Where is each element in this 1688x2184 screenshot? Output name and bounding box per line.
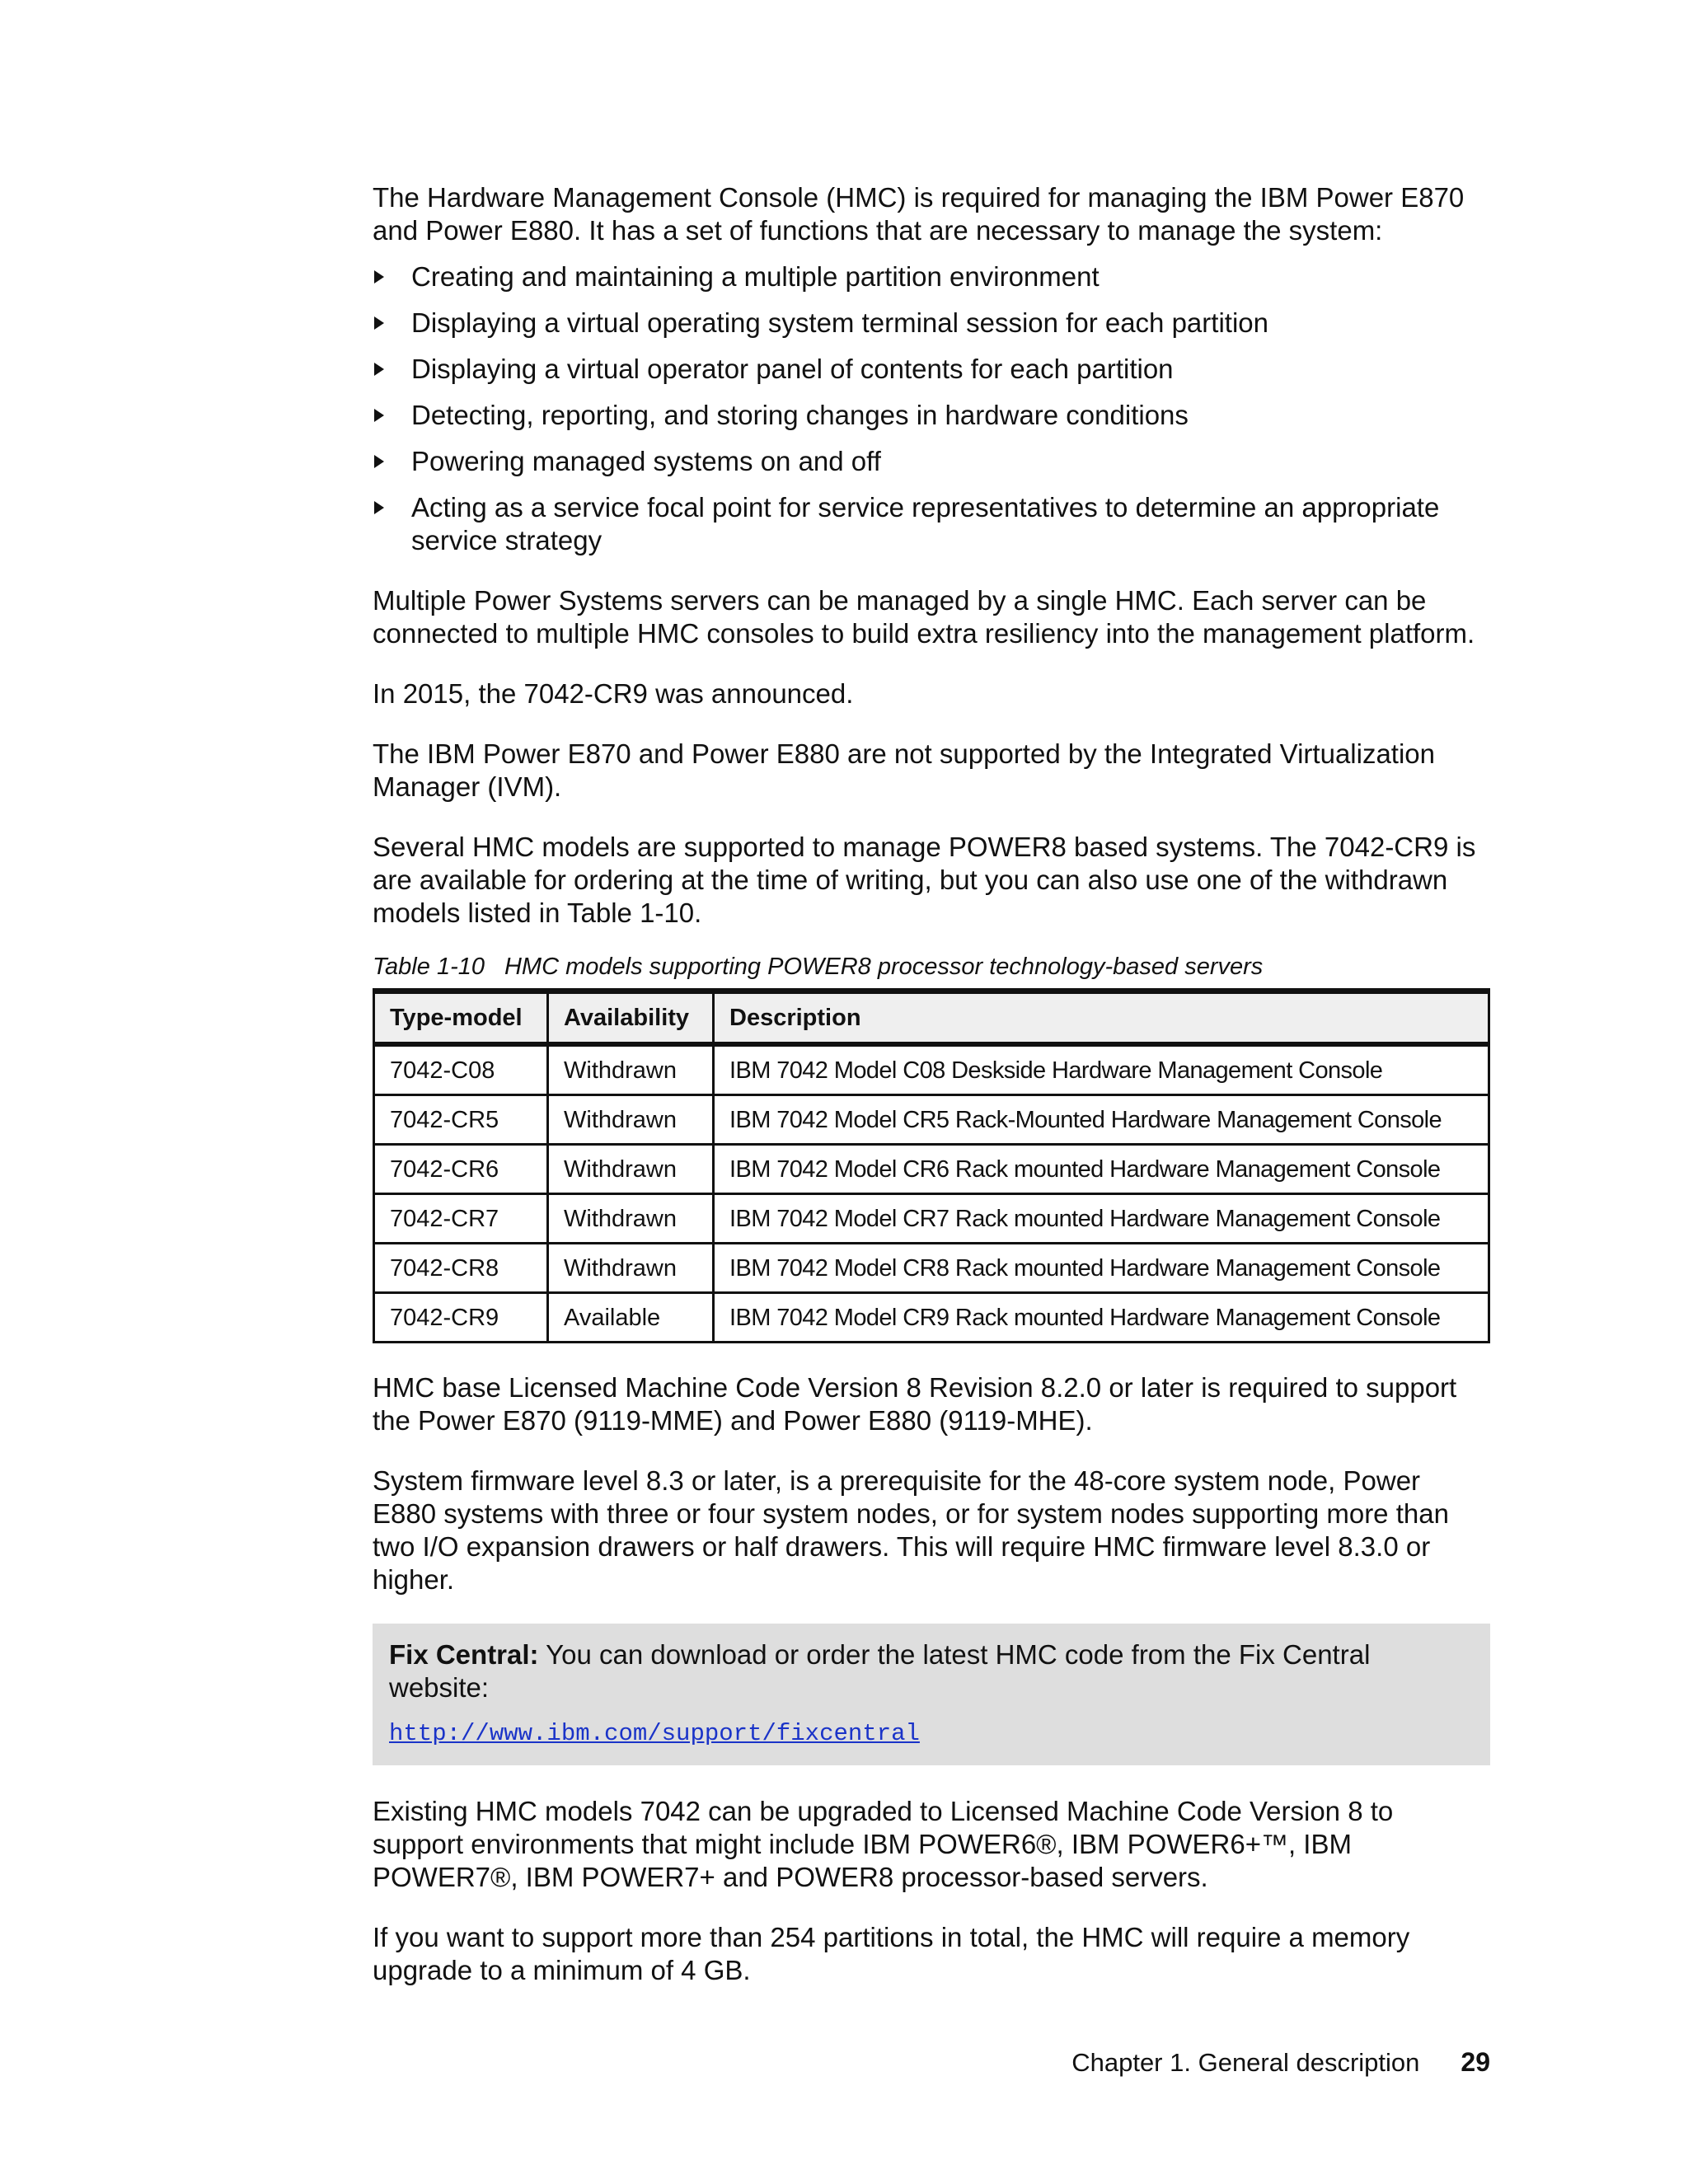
table-caption-number: Table 1-10 bbox=[373, 954, 485, 980]
hmc-models-table bbox=[373, 988, 1490, 1343]
table-header-row bbox=[374, 991, 1489, 1045]
page-number: 29 bbox=[1461, 2047, 1490, 2077]
table-caption-title: HMC models supporting POWER8 processor technology-based servers bbox=[504, 954, 1264, 980]
cell-type-model: 7042-CR7 bbox=[374, 1194, 548, 1244]
bullet-triangle-icon bbox=[374, 270, 384, 284]
column-header-description: Description bbox=[714, 991, 1489, 1045]
cell-availability: Withdrawn bbox=[548, 1244, 714, 1293]
page-content bbox=[373, 181, 1490, 2014]
cell-description: IBM 7042 Model CR8 Rack mounted Hardware Management Console bbox=[714, 1244, 1489, 1293]
cell-type-model: 7042-CR8 bbox=[374, 1244, 548, 1293]
function-list bbox=[373, 260, 1490, 557]
list-item: Powering managed systems on and off bbox=[373, 445, 1490, 478]
column-header-availability: Availability bbox=[548, 991, 714, 1045]
list-item: Creating and maintaining a multiple partition environment bbox=[373, 260, 1490, 293]
paragraph-announcement: In 2015, the 7042-CR9 was announced. bbox=[373, 678, 854, 709]
table-caption bbox=[373, 952, 1490, 982]
bullet-triangle-icon bbox=[374, 501, 384, 514]
list-item: Acting as a service focal point for service representatives to determine an appropriate service strategy bbox=[373, 491, 1490, 557]
cell-type-model: 7042-CR5 bbox=[374, 1095, 548, 1145]
cell-description: IBM 7042 Model CR6 Rack mounted Hardware Management Console bbox=[714, 1145, 1489, 1194]
cell-description: IBM 7042 Model CR5 Rack-Mounted Hardware Management Console bbox=[714, 1095, 1489, 1145]
cell-type-model: 7042-CR6 bbox=[374, 1145, 548, 1194]
fix-central-label: Fix Central: bbox=[389, 1639, 539, 1670]
list-item: Displaying a virtual operating system terminal session for each partition bbox=[373, 307, 1490, 340]
table-row bbox=[374, 1145, 1489, 1194]
bullet-triangle-icon bbox=[374, 316, 384, 330]
page-footer bbox=[1071, 2047, 1490, 2078]
cell-availability: Available bbox=[548, 1293, 714, 1343]
paragraph-ivm: The IBM Power E870 and Power E880 are not supported by the Integrated Virtualization Manager (IVM). bbox=[373, 738, 1436, 802]
paragraph-multiple-servers: Multiple Power Systems servers can be managed by a single HMC. Each server can be connected to multiple HMC consoles to build extra resiliency into the management platform. bbox=[373, 585, 1475, 649]
list-item: Displaying a virtual operator panel of contents for each partition bbox=[373, 353, 1490, 386]
table-row bbox=[374, 1095, 1489, 1145]
bullet-triangle-icon bbox=[374, 363, 384, 376]
cell-type-model: 7042-C08 bbox=[374, 1044, 548, 1095]
paragraph-memory: If you want to support more than 254 partitions in total, the HMC will require a memory upgrade to a minimum of 4 GB. bbox=[373, 1922, 1410, 1985]
fix-central-note bbox=[373, 1624, 1490, 1765]
paragraph-upgrade: Existing HMC models 7042 can be upgraded to Licensed Machine Code Version 8 to support environments that might include IBM POWER6®, IBM POWER6+™, IBM POWER7®, IBM POWER7+ and POWER8 processor-based servers. bbox=[373, 1796, 1394, 1892]
cell-availability: Withdrawn bbox=[548, 1194, 714, 1244]
cell-type-model: 7042-CR9 bbox=[374, 1293, 548, 1343]
intro-paragraph: The Hardware Management Console (HMC) is required for managing the IBM Power E870 and Power E880. It has a set of functions that are necessary to manage the system: bbox=[373, 182, 1465, 246]
cell-availability: Withdrawn bbox=[548, 1145, 714, 1194]
paragraph-licensed-code: HMC base Licensed Machine Code Version 8 Revision 8.2.0 or later is required to support the Power E870 (9119-MME) and Power E880 (9119-MHE). bbox=[373, 1372, 1457, 1436]
footer-chapter: Chapter 1. General description bbox=[1071, 2048, 1420, 2077]
cell-availability: Withdrawn bbox=[548, 1044, 714, 1095]
list-item: Detecting, reporting, and storing changes in hardware conditions bbox=[373, 399, 1490, 432]
paragraph-firmware: System firmware level 8.3 or later, is a prerequisite for the 48-core system node, Power E880 systems with three or four system nodes, or for system nodes supporting more than two I/O expansion drawers or half drawers. This will require HMC firmware level 8.3.0 or higher. bbox=[373, 1465, 1449, 1595]
bullet-triangle-icon bbox=[374, 409, 384, 422]
table-row bbox=[374, 1194, 1489, 1244]
cell-availability: Withdrawn bbox=[548, 1095, 714, 1145]
fix-central-link[interactable]: http://www.ibm.com/support/fixcentral bbox=[389, 1720, 920, 1747]
cell-description: IBM 7042 Model CR9 Rack mounted Hardware Management Console bbox=[714, 1293, 1489, 1343]
table-row bbox=[374, 1244, 1489, 1293]
bullet-triangle-icon bbox=[374, 455, 384, 468]
cell-description: IBM 7042 Model C08 Deskside Hardware Management Console bbox=[714, 1044, 1489, 1095]
cell-description: IBM 7042 Model CR7 Rack mounted Hardware Management Console bbox=[714, 1194, 1489, 1244]
table-row bbox=[374, 1044, 1489, 1095]
table-row bbox=[374, 1293, 1489, 1343]
column-header-type-model: Type-model bbox=[374, 991, 548, 1045]
fix-central-text: Fix Central: You can download or order the latest HMC code from the Fix Central website: bbox=[389, 1639, 1371, 1703]
paragraph-hmc-models: Several HMC models are supported to manage POWER8 based systems. The 7042-CR9 is are available for ordering at the time of writing, but you can also use one of the withdrawn models listed in Table 1-10. bbox=[373, 832, 1476, 928]
